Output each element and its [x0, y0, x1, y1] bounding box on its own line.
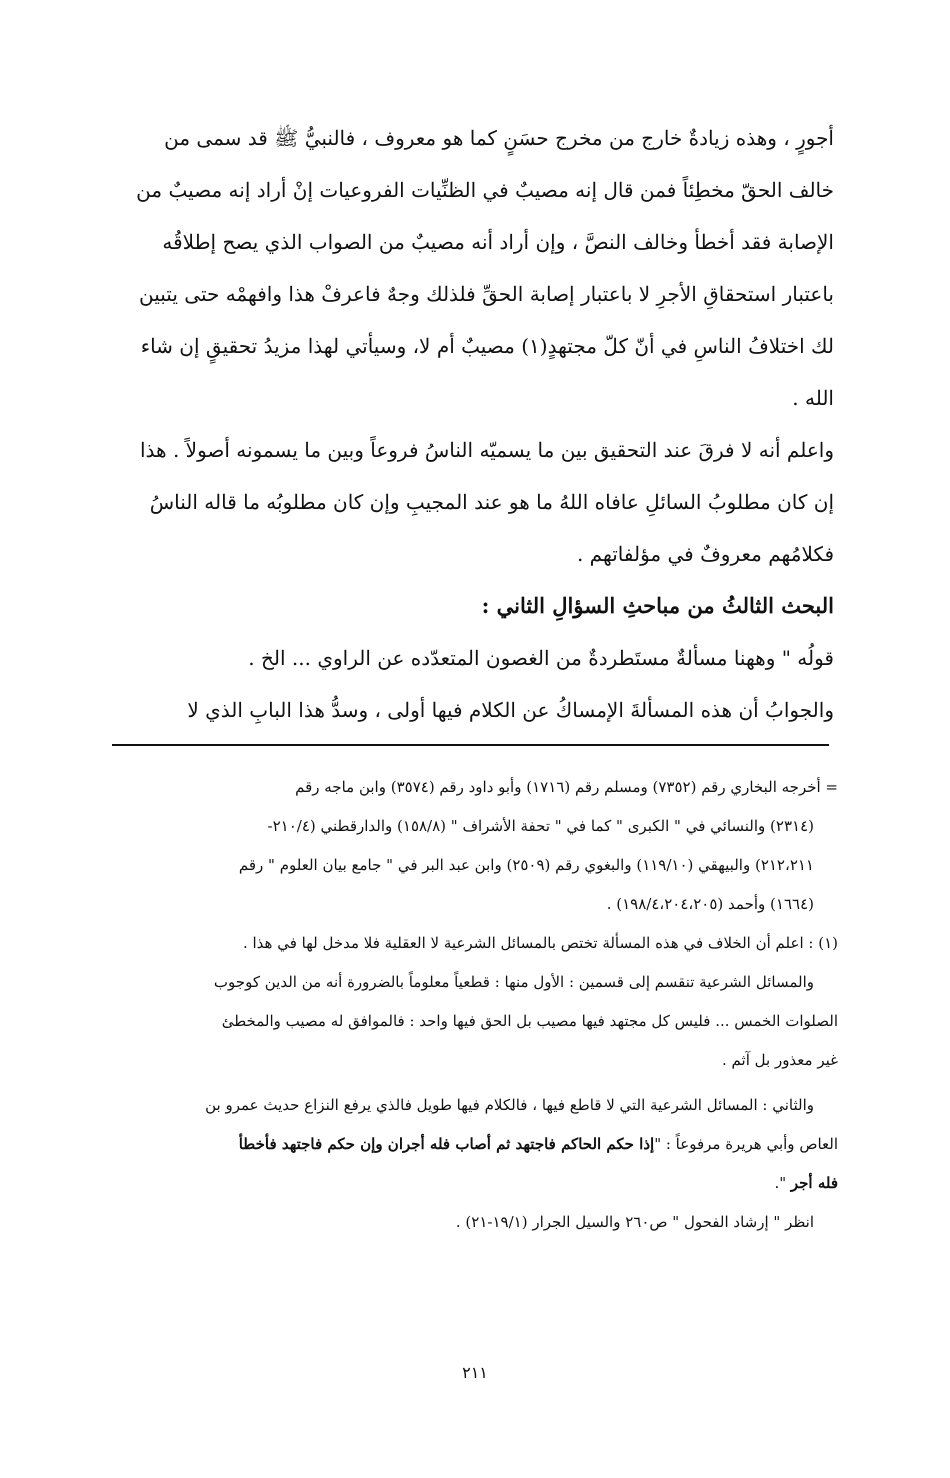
main-text: [108, 112, 834, 736]
footnote-1-line: الصلوات الخمس ... فليس كل مجتهد فيها مصيب بل الحق فيها واحد : فالموافق له مصيب والمخطئ: [221, 1012, 838, 1030]
hadith-intro: العاص وأبي هريرة مرفوعاً : ": [654, 1135, 838, 1153]
body-line: واعلم أنه لا فرقَ عند التحقيق بين ما يسميّه الناسُ فروعاً وبين ما يسمونه أصولاً . هذا: [139, 438, 834, 462]
footnote-continuation-line: = أخرجه البخاري رقم (٧٣٥٢) ومسلم رقم (١٧١٦) وأبو داود رقم (٣٥٧٤) وابن ماجه رقم: [295, 778, 838, 796]
footnote-continuation-line: (٢٣١٤) والنسائي في " الكبرى " كما في " تحفة الأشراف " (١٥٨/٨) والدارقطني (٢١٠/٤-: [267, 817, 814, 835]
footnote-1-intro: (١) : اعلم أن الخلاف في هذه المسألة تختص بالمسائل الشرعية لا العقلية فلا مدخل لها في هذا .: [242, 934, 838, 952]
footnote-1-reference: انظر " إرشاد الفحول " ص٢٦٠ والسيل الجرار (١٩/١-٢١) .: [455, 1213, 814, 1231]
footnote-1-line: والمسائل الشرعية تنقسم إلى قسمين : الأول منها : قطعياً معلوماً بالضرورة أنه من الدين كوجوب: [213, 973, 814, 991]
body-line: أجورٍ ، وهذه زيادةٌ خارج من مخرج حسَنٍ كما هو معروف ، فالنبيُّ ﷺ قد سمى من: [164, 126, 834, 150]
body-line: الله .: [792, 386, 834, 410]
footnotes: [108, 768, 838, 1242]
quote-line: قولُه " وههنا مسألةٌ مستَطردةٌ من الغصون المتعدّده عن الراوي ... الخ .: [248, 646, 834, 670]
body-line: إن كان مطلوبُ السائلِ عافاه اللهُ ما هو عند المجيبِ وإن كان مطلوبُه ما قاله الناسُ: [149, 490, 834, 514]
body-line: فكلامُهم معروفٌ في مؤلفاتهم .: [576, 542, 834, 566]
body-line: خالف الحقّ مخطِئاً فمن قال إنه مصيبٌ في الظنِّيات الفروعيات إنْ أراد إنه مصيبٌ من: [136, 178, 834, 202]
body-line: لك اختلافُ الناسِ في أنّ كلّ مجتهدٍ(١) مصيبٌ أم لا، وسيأتي لهذا مزيدُ تحقيقٍ إن شاء: [140, 334, 834, 358]
footnote-continuation-line: (١٦٦٤) وأحمد (١٩٨/٤،٢٠٤،٢٠٥) .: [606, 895, 814, 913]
answer-line: والجوابُ أن هذه المسألةَ الإمساكُ عن الكلام فيها أولى ، وسدُّ هذا البابِ الذي لا: [187, 698, 834, 722]
hadith-text-end: فله أجر: [790, 1174, 838, 1192]
footnote-1-hadith-end: [108, 1164, 838, 1203]
body-line: باعتبار استحقاقِ الأجرِ لا باعتبار إصابة الحقِّ فلذلك وجهٌ فاعرفْ هذا وافهمْه حتى يتبين: [139, 282, 834, 306]
footnote-1-line: والثاني : المسائل الشرعية التي لا قاطع فيها ، فالكلام فيها طويل فالذي يرفع النزاع حديث عمرو بن: [205, 1096, 814, 1114]
page-number: ٢١١: [462, 1363, 488, 1382]
footnote-1-line: غير معذور بل آثم .: [722, 1051, 838, 1069]
section-heading: البحث الثالثُ من مباحثِ السؤالِ الثاني :: [481, 593, 834, 618]
footnote-divider: [112, 744, 829, 746]
footnote-1-hadith-line: [108, 1125, 838, 1164]
footnote-continuation-line: ٢١٢،٢١١) والبيهقي (١١٩/١٠) والبغوي رقم (٢٥٠٩) وابن عبد البر في " جامع بيان العلوم " رقم: [238, 856, 814, 874]
hadith-text: إذا حكم الحاكم فاجتهد ثم أصاب فله أجران وإن حكم فاجتهد فأخطأ: [238, 1135, 655, 1153]
hadith-close: ".: [774, 1174, 791, 1192]
body-line: الإصابة فقد أخطأ وخالف النصَّ ، وإن أراد أنه مصيبٌ من الصواب الذي يصح إطلاقُه: [162, 230, 834, 254]
